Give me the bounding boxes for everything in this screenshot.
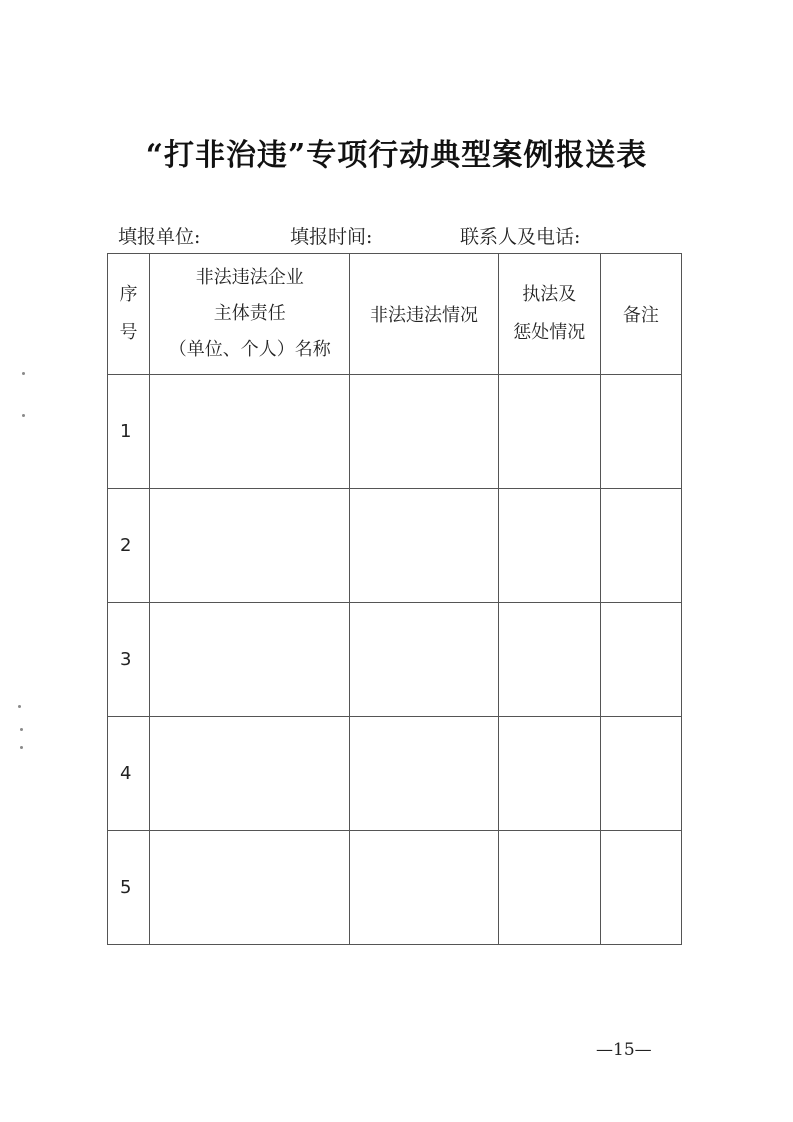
situation-cell[interactable] <box>350 603 498 717</box>
row-index: 4 <box>108 717 150 831</box>
header-enforcement-line-1: 执法及 <box>522 284 577 305</box>
table-row <box>108 831 682 945</box>
reporting-time-label: 填报时间: <box>290 226 373 248</box>
scan-speck <box>22 414 25 417</box>
header-entity-name-line-1: 非法违法企业 <box>195 267 304 288</box>
header-entity-name <box>150 254 350 375</box>
header-index-line-2: 号 <box>119 322 138 343</box>
row-index: 3 <box>108 603 150 717</box>
header-index <box>108 254 150 375</box>
document-title: “打非治违”专项行动典型案例报送表 <box>145 138 648 173</box>
header-enforcement-line-2: 惩处情况 <box>513 322 586 343</box>
remark-cell[interactable] <box>600 831 681 945</box>
scan-speck <box>22 372 25 375</box>
remark-cell[interactable] <box>600 375 681 489</box>
row-index: 5 <box>108 831 150 945</box>
contact-label: 联系人及电话: <box>460 226 581 248</box>
entity-name-cell[interactable] <box>150 717 350 831</box>
enforcement-cell[interactable] <box>498 375 600 489</box>
enforcement-cell[interactable] <box>498 603 600 717</box>
header-enforcement <box>498 254 600 375</box>
situation-cell[interactable] <box>350 717 498 831</box>
enforcement-cell[interactable] <box>498 831 600 945</box>
header-entity-name-line-3: （单位、个人）名称 <box>168 339 331 360</box>
situation-cell[interactable] <box>350 375 498 489</box>
header-index-line-1: 序 <box>119 284 138 305</box>
header-violation-situation: 非法违法情况 <box>350 254 498 375</box>
header-entity-name-line-2: 主体责任 <box>213 303 286 324</box>
entity-name-cell[interactable] <box>150 375 350 489</box>
row-index: 2 <box>108 489 150 603</box>
remark-cell[interactable] <box>600 603 681 717</box>
table-row <box>108 489 682 603</box>
entity-name-cell[interactable] <box>150 603 350 717</box>
reporting-unit-label: 填报单位: <box>118 226 201 248</box>
remark-cell[interactable] <box>600 489 681 603</box>
remark-cell[interactable] <box>600 717 681 831</box>
scan-speck <box>20 728 23 731</box>
situation-cell[interactable] <box>350 489 498 603</box>
table-row <box>108 375 682 489</box>
case-report-table <box>107 253 682 945</box>
table-row <box>108 717 682 831</box>
table-row <box>108 603 682 717</box>
scan-speck <box>18 705 21 708</box>
table-header-row <box>108 254 682 375</box>
row-index: 1 <box>108 375 150 489</box>
page-number: —15— <box>596 1040 652 1060</box>
enforcement-cell[interactable] <box>498 489 600 603</box>
header-remark: 备注 <box>600 254 681 375</box>
entity-name-cell[interactable] <box>150 489 350 603</box>
scan-speck <box>20 746 23 749</box>
entity-name-cell[interactable] <box>150 831 350 945</box>
situation-cell[interactable] <box>350 831 498 945</box>
enforcement-cell[interactable] <box>498 717 600 831</box>
